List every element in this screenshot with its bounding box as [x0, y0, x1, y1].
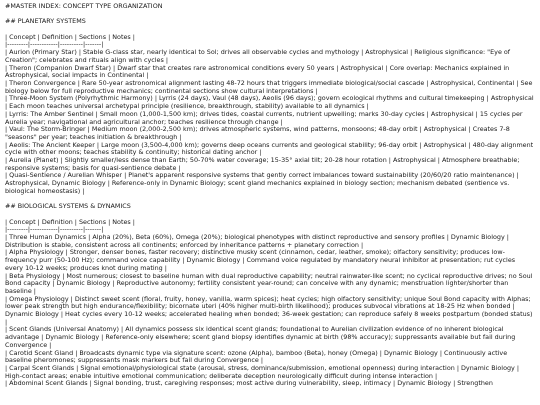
table-row: | Omega Physiology | Distinct sweet scent (floral, fruity, honey, vanilla, warm spices); heat cycles; high olfactory sensitivity; unique Soul Bond capacity with Alphas; lower peak strength but high endurance/flexibility; bicornate uteri (40% higher multi-birth likelihood); produces subvocal vibrations at 18-25 Hz when bonded | Dynamic Biology | Heat cycles every 10-12 weeks; accelerated healing when bonded; 36-week gestation; can reproduce safely 8 weeks postpartum (bonded status) | [5, 294, 535, 326]
table-separator: |---------|------------|----------|-------| [5, 225, 104, 234]
table-row: | Scent Glands (Universal Anatomy) | All dynamics possess six identical scent glands; foundational to Aurelian civilization evidence of no inherent biological advantage | Dynamic Biology | Reference-only elsewhere; scent gland biopsy identifies dynamic at birth (98% accuracy); suppressants available but fail during Convergence | [5, 325, 518, 349]
table-row: | Aeolis: The Ancient Keeper | Large moon (3,500-4,000 km); governs deep oceans currents and geological stability; 96-day orbit | Astrophysical | 480-day alignment cycle with other moons; teaches stability & continuity; historical dating anchor | [5, 140, 536, 157]
table-row: | Beta Physiology | Most numerous; closest to baseline human with dual reproductive capability; neutral rainwater-like scent; no cyclical reproductive drives; no Soul Bond capacity | Dynamic Biology | Reproductive autonomy; fertility consistent year-round; can conceive with any dynamic; menstruation lighter/shorter than baseline | [5, 271, 535, 295]
section-heading-biological: ## BIOLOGICAL SYSTEMS & DYNAMICS [5, 202, 131, 211]
table-row: | Vaul: The Storm-Bringer | Medium moon (2,000-2,500 km); drives atmospheric systems, wind patterns, monsoons; 48-day orbit | Astrophysical | Creates 7-8 "seasons" per year; teaches initiation & breakthrough | [5, 125, 512, 141]
table-row: | Three Human Dynamics | Alpha (20%), Beta (60%), Omega (20%); biological phenotypes with distinct reproductive and sensory profiles | Dynamic Biology | Distribution is stable, consistent across all continents; enforced by inheritance patterns + planetary correction | [5, 233, 511, 249]
table-header-row: | Concept | Definition | Sections | Notes | [5, 217, 135, 226]
table-row: | Carpal Scent Glands | Signal emotional/physiological state (arousal, stress, dominance/submission, emotional openness) during interaction | Dynamic Biology | High-contact areas; enable intuitive emotional communication; deliberate deception neurologically difficult during intense interaction | [5, 363, 522, 380]
table-row: | Abdominal Scent Glands | Signal bonding, trust, caregiving responses; most active during vulnerability, sleep, intimacy | Dynamic Biology | Strengthen [5, 379, 493, 388]
table-row: | Aurelia (Planet) | Slightly smaller/less dense than Earth; 50-70% water coverage; 15-35° axial tilt; 20-28 hour rotation | Astrophysical | Atmosphere breathable; responsive systems; basis for quasi-sentience debate | [5, 156, 522, 172]
document-title: #MASTER INDEX: CONCEPT TYPE ORGANIZATION [5, 2, 163, 10]
table-row: | Alpha Physiology | Stronger, denser bones, faster recovery; distinctive musky scent (cinnamon, cedar, leather, smoke); olfactory sensitivity; produces low-frequency purr (50-100 Hz); command voice capability | Dynamic Biology | Command voice regulated by mandatory neural inhibitor at presentation; rut cycles every 10-12 weeks; produces knot during mating | [5, 248, 518, 272]
table-separator: |---------|------------|----------|-------| [5, 40, 104, 49]
table-row: | Aurion (Primary Star) | Stable G-class star, nearly identical to Sol; drives all observable cycles and mythology | Astrophysical | Religious significance: "Eye of Creation"; celebrates and rituals align with cycles | [5, 48, 513, 64]
table-row: | Quasi-Sentience / Aurelian Whisper | Planet's apparent responsive systems that gently correct imbalances toward sustainability (20/60/20 ratio maintenance) | Astrophysical, Dynamic Biology | Reference-only in Dynamic Biology; scent gland mechanics explained in biology section; mechanism debated (sentience vs. biological homeostasis) | [5, 171, 521, 195]
table-row: | Theron (Companion Dwarf Star) | Dwarf star that creates rare astronomical conditions every 50 years | Astrophysical | Core overlap: Mechanics explained in Astrophysical, social impacts in Continental | [5, 63, 512, 80]
table-header-row: | Concept | Definition | Sections | Notes | [5, 32, 135, 41]
table-row: | Lyrris: The Amber Sentinel | Small moon (1,000-1,500 km); drives tides, coastal currents, nutrient upwelling; marks 30-day cycles | Astrophysical | 15 cycles per Aurelia year; navigational and agricultural anchor; teaches resilience through change | [5, 109, 525, 126]
table-row: | Carotid Scent Gland | Broadcasts dynamic type via signature scent: ozone (Alpha), bamboo (Beta), honey (Omega) | Dynamic Biology | Continuously active baseline pheromones; suppressants mask markers but fail during Convergence | [5, 348, 510, 365]
section-heading-planetary: ## PLANETARY SYSTEMS [5, 17, 86, 26]
table-row: | Theron Convergence | Rare 50-year astronomical alignment lasting 48-72 hours that triggers immediate biological/social cascade | Astrophysical, Continental | See biology below for full reproductive mechanics; continental sections show cultural interpretations | [5, 79, 535, 95]
table-row: | Three-Moon System (Polyrhythmic Harmony) | Lyrris (24 days), Vaul (48 days), Aeolis (96 days); govern ecological rhythms and cultural timekeeping | Astrophysical | Each moon teaches universal archetypal principle (resilience, breakthrough, stability) available to all dynamics | [5, 94, 536, 111]
